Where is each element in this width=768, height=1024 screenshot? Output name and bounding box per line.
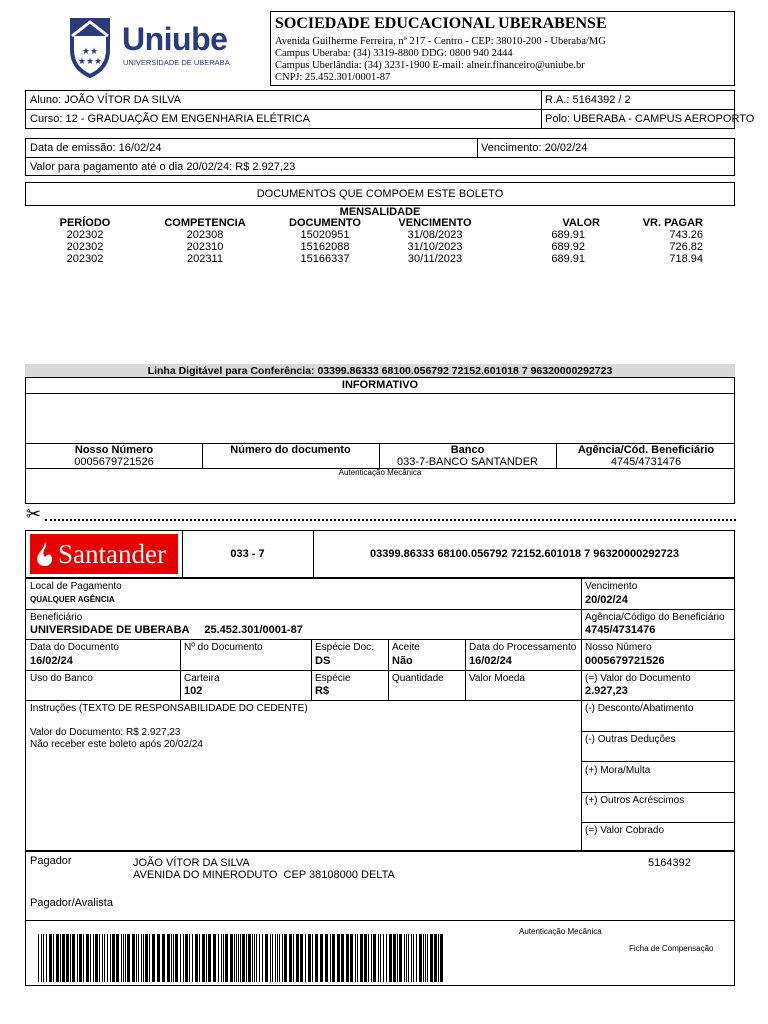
barcode-bar	[305, 934, 306, 982]
barcode-bar	[427, 934, 428, 982]
agencia-codigo-label: Agência/Código do Beneficiário	[585, 612, 725, 623]
cell-competencia: 202310	[186, 241, 224, 253]
valor-moeda-label: Valor Moeda	[469, 673, 525, 684]
barcode-bar	[240, 934, 241, 982]
barcode-bar	[93, 934, 94, 982]
barcode-bar	[406, 934, 407, 982]
svg-text:★★: ★★	[81, 47, 99, 57]
scissors-icon: ✂	[26, 504, 42, 525]
barcode-bar	[208, 934, 211, 982]
barcode-bar	[99, 934, 100, 982]
carteira-label: Carteira	[184, 673, 220, 684]
barcode-bar	[371, 934, 372, 982]
nosso-numero-value: 0005679721526	[74, 456, 154, 468]
barcode-bar	[246, 934, 247, 982]
barcode-bar	[127, 934, 130, 982]
barcode-bar	[213, 934, 216, 982]
barcode-bar	[171, 934, 172, 982]
barcode-bar	[83, 934, 84, 982]
shield-icon	[68, 16, 112, 78]
barcode-bar	[411, 934, 412, 982]
table-row	[25, 241, 735, 253]
barcode-bar	[236, 934, 237, 982]
barcode-bar	[357, 934, 358, 982]
barcode-bar	[399, 934, 402, 982]
cell-valor: 689.91	[551, 253, 585, 265]
barcode-bar	[332, 934, 335, 982]
org-address: Avenida Guilherme Ferreira, nº 217 - Centro - CEP: 38010-200 - Uberaba/MG	[275, 36, 606, 47]
table-row	[25, 253, 735, 265]
barcode-bar	[143, 934, 144, 982]
pagador-box	[25, 851, 735, 986]
col-header-valor: VALOR	[562, 217, 600, 229]
barcode-bar	[79, 934, 82, 982]
barcode-bar	[195, 934, 198, 982]
barcode-bar	[70, 934, 71, 982]
barcode-bar	[95, 934, 98, 982]
barcode-bar	[230, 934, 233, 982]
barcode-bar	[272, 934, 273, 982]
student-course: Curso: 12 - GRADUAÇÃO EM ENGENHARIA ELÉTRICA	[30, 113, 310, 125]
nosso-numero-slip-value: 0005679721526	[585, 655, 665, 667]
barcode-bar	[275, 934, 276, 982]
barcode-bar	[72, 934, 75, 982]
cell-documento: 15020951	[300, 229, 350, 241]
aceite-value: Não	[392, 655, 413, 667]
student-box	[25, 90, 755, 129]
org-name: SOCIEDADE EDUCACIONAL UBERABENSE	[275, 15, 607, 32]
valor-cobrado-label: (=) Valor Cobrado	[585, 825, 665, 836]
data-processamento-label: Data do Processamento	[469, 642, 577, 653]
slip-linha-digitavel: 03399.86333 68100.056792 72152.601018 7 96320000292723	[370, 548, 679, 560]
barcode-bar	[43, 934, 44, 982]
pagador-name: JOÃO VÍTOR DA SILVA	[133, 857, 250, 869]
barcode-bar	[173, 934, 174, 982]
barcode-bar	[425, 934, 426, 982]
barcode-bar	[282, 934, 283, 982]
informativo-title: INFORMATIVO	[341, 379, 419, 391]
documents-title: DOCUMENTOS QUE COMPOEM ESTE BOLETO	[256, 188, 504, 200]
org-cnpj: CNPJ: 25.452.301/0001-87	[275, 72, 391, 83]
barcode-bar	[123, 934, 124, 982]
vencimento-value: 20/02/24	[585, 594, 628, 606]
beneficiario-value: UNIVERSIDADE DE UBERABA 25.452.301/0001-87	[30, 624, 303, 636]
pagador-address: AVENIDA DO MINERODUTO CEP 38108000 DELTA	[133, 869, 395, 881]
barcode-bar	[320, 934, 323, 982]
santander-logo-text: Santander	[58, 539, 166, 569]
barcode-bar	[56, 934, 59, 982]
documents-title-box	[25, 182, 735, 206]
barcode-bar	[254, 934, 255, 982]
barcode-bar	[157, 934, 160, 982]
barcode-bar	[162, 934, 165, 982]
cell-vr-pagar: 718.94	[669, 253, 703, 265]
barcode-bar	[368, 934, 369, 982]
payment-value: Valor para pagamento até o dia 20/02/24: R$ 2.927,23	[30, 161, 296, 173]
quantidade-label: Quantidade	[392, 673, 444, 684]
barcode-bar	[279, 934, 280, 982]
col-header-vencimento: VENCIMENTO	[398, 217, 472, 229]
carteira-value: 102	[184, 685, 203, 697]
cell-documento: 15166337	[300, 253, 350, 265]
pagador-code: 5164392	[648, 857, 691, 869]
dates-box	[25, 138, 735, 176]
barcode-bar	[77, 934, 78, 982]
slip-header	[25, 530, 735, 578]
barcode-bar	[325, 934, 328, 982]
santander-logo	[30, 534, 178, 574]
barcode-bar	[167, 934, 170, 982]
barcode-bar	[312, 934, 313, 982]
barcode-bar	[116, 934, 119, 982]
cell-vr-pagar: 743.26	[669, 229, 703, 241]
barcode-bar	[293, 934, 294, 982]
barcode-bar	[315, 934, 318, 982]
barcode-bar	[252, 934, 253, 982]
informativo-box	[25, 377, 735, 504]
local-pagamento-value: QUALQUER AGÊNCIA	[30, 595, 115, 604]
avalista-label: Pagador/Avalista	[30, 897, 113, 909]
barcode-bar	[125, 934, 126, 982]
barcode-bar	[185, 934, 188, 982]
cell-valor: 689.91	[551, 229, 585, 241]
barcode-bar	[434, 934, 437, 982]
agencia-value: 4745/4731476	[610, 456, 682, 468]
col-header-competencia: COMPETENCIA	[164, 217, 246, 229]
barcode-bar	[408, 934, 409, 982]
cell-vencimento: 30/11/2023	[407, 253, 463, 265]
barcode-bar	[192, 934, 193, 982]
barcode-bar	[389, 934, 392, 982]
barcode-bar	[175, 934, 178, 982]
barcode-bar	[183, 934, 184, 982]
cell-documento: 15162088	[300, 241, 350, 253]
student-polo: Polo: UBERABA - CAMPUS AEROPORTO	[545, 113, 755, 125]
barcode-bar	[360, 934, 363, 982]
barcode-bar	[397, 934, 398, 982]
barcode-bar	[242, 934, 245, 982]
especie-value: R$	[315, 685, 330, 697]
slip-body	[25, 578, 735, 851]
barcode-bar	[270, 934, 271, 982]
barcode-bar	[136, 934, 137, 982]
barcode-bar	[234, 934, 235, 982]
especie-doc-value: DS	[315, 655, 331, 667]
barcode-bar	[107, 934, 108, 982]
barcode-bar	[138, 934, 139, 982]
barcode-bar	[300, 934, 303, 982]
data-processamento-value: 16/02/24	[469, 655, 512, 667]
barcode-bar	[350, 934, 353, 982]
nosso-numero-label: Nosso Número	[74, 444, 154, 456]
linha-digitavel-bar	[25, 364, 735, 377]
barcode-bar	[60, 934, 61, 982]
barcode-bar	[221, 934, 222, 982]
pagador-label: Pagador	[30, 855, 72, 867]
barcode-bar	[296, 934, 299, 982]
outras-deducoes-label: (-) Outras Deduções	[585, 734, 676, 745]
table-row	[25, 229, 735, 241]
barcode-bar	[104, 934, 105, 982]
barcode	[38, 934, 448, 982]
barcode-bar	[49, 934, 52, 982]
barcode-bar	[189, 934, 190, 982]
barcode-bar	[383, 934, 384, 982]
barcode-bar	[440, 934, 443, 982]
barcode-bar	[86, 934, 89, 982]
documents-table	[25, 217, 735, 269]
barcode-bar	[238, 934, 239, 982]
uniube-logo	[68, 16, 248, 80]
svg-text:★★★: ★★★	[77, 57, 103, 67]
barcode-bar	[386, 934, 387, 982]
barcode-bar	[259, 934, 260, 982]
banco-value: 033-7-BANCO SANTANDER	[397, 456, 538, 468]
barcode-bar	[141, 934, 142, 982]
numero-documento-label: Nº do Documento	[184, 642, 263, 653]
numero-documento-label: Número do documento	[230, 444, 351, 456]
barcode-bar	[416, 934, 417, 982]
barcode-bar	[308, 934, 311, 982]
agencia-codigo-value: 4745/4731476	[585, 624, 656, 636]
barcode-bar	[62, 934, 65, 982]
aceite-label: Aceite	[392, 642, 420, 653]
barcode-bar	[419, 934, 422, 982]
cell-vr-pagar: 726.82	[669, 241, 703, 253]
barcode-bar	[341, 934, 344, 982]
barcode-bar	[110, 934, 111, 982]
student-ra: R.A.: 5164392 / 2	[545, 94, 631, 106]
due-date: Vencimento: 20/02/24	[481, 142, 588, 154]
barcode-bar	[102, 934, 103, 982]
nosso-numero-slip-label: Nosso Número	[585, 642, 652, 653]
valor-documento-label: (=) Valor do Documento	[585, 673, 691, 684]
cell-periodo: 202302	[66, 241, 104, 253]
barcode-bar	[202, 934, 205, 982]
barcode-bar	[180, 934, 181, 982]
student-name: Aluno: JOÃO VÍTOR DA SILVA	[30, 94, 182, 106]
cell-vencimento: 31/08/2023	[407, 229, 463, 241]
data-documento-value: 16/02/24	[30, 655, 73, 667]
slip-autenticacao-label: Autenticação Mecânica	[519, 927, 602, 936]
barcode-bar	[256, 934, 257, 982]
cell-competencia: 202311	[187, 253, 223, 265]
org-campus1: Campus Uberaba: (34) 3319-8800 DDG: 0800 940 2444	[275, 48, 513, 59]
documents-section: MENSALIDADE	[339, 206, 421, 218]
org-campus2: Campus Uberlândia: (34) 3231-1900 E-mail: alneir.financeiro@uniube.br	[275, 60, 585, 71]
barcode-bar	[277, 934, 278, 982]
barcode-bar	[337, 934, 340, 982]
barcode-bar	[38, 934, 39, 982]
barcode-bar	[346, 934, 349, 982]
valor-documento-value: 2.927,23	[585, 685, 628, 697]
cell-valor: 689.92	[551, 241, 585, 253]
uso-banco-label: Uso do Banco	[30, 673, 93, 684]
barcode-bar	[248, 934, 251, 982]
barcode-bar	[262, 934, 263, 982]
instrucoes-line1: Valor do Documento: R$ 2.927,23	[30, 727, 181, 738]
cell-competencia: 202308	[186, 229, 224, 241]
linha-digitavel: Linha Digitável para Conferência: 03399.86333 68100.056792 72152.601018 7 96320000292723	[147, 365, 613, 377]
beneficiario-label: Beneficiário	[30, 612, 83, 623]
org-header-box	[270, 11, 735, 86]
barcode-bar	[289, 934, 292, 982]
bank-code: 033 - 7	[230, 548, 265, 560]
barcode-bar	[206, 934, 207, 982]
barcode-bar	[380, 934, 381, 982]
barcode-bar	[265, 934, 268, 982]
barcode-bar	[223, 934, 224, 982]
barcode-bar	[112, 934, 115, 982]
logo-text: Uniube	[122, 21, 228, 57]
autenticacao-label: Autenticação Mecânica	[338, 468, 422, 477]
barcode-bar	[373, 934, 376, 982]
barcode-bar	[121, 934, 122, 982]
barcode-bar	[218, 934, 219, 982]
flame-icon	[34, 540, 56, 568]
barcode-bar	[41, 934, 42, 982]
col-header-documento: DOCUMENTO	[289, 217, 361, 229]
barcode-bar	[199, 934, 200, 982]
agencia-label: Agência/Cód. Beneficiário	[577, 444, 715, 456]
barcode-bar	[438, 934, 439, 982]
barcode-bar	[364, 934, 367, 982]
vencimento-label: Vencimento	[585, 581, 638, 592]
outros-acrescimos-label: (+) Outros Acréscimos	[585, 795, 685, 806]
barcode-bar	[152, 934, 155, 982]
emission-date: Data de emissão: 16/02/24	[30, 142, 162, 154]
barcode-bar	[90, 934, 91, 982]
desconto-label: (-) Desconto/Abatimento	[585, 703, 694, 714]
cut-line	[45, 519, 736, 521]
barcode-bar	[145, 934, 148, 982]
barcode-bar	[132, 934, 135, 982]
cell-vencimento: 31/10/2023	[407, 241, 463, 253]
barcode-bar	[66, 934, 69, 982]
barcode-bar	[378, 934, 379, 982]
especie-label: Espécie	[315, 673, 351, 684]
mora-multa-label: (+) Mora/Multa	[585, 765, 651, 776]
barcode-bar	[413, 934, 414, 982]
col-header-periodo: PERÍODO	[59, 217, 111, 229]
especie-doc-label: Espécie Doc.	[315, 642, 374, 653]
ficha-compensacao-label: Ficha de Compensação	[629, 944, 714, 953]
barcode-bar	[404, 934, 405, 982]
col-header-vr-pagar: VR. PAGAR	[642, 217, 703, 229]
barcode-bar	[393, 934, 396, 982]
logo-subtext: UNIVERSIDADE DE UBERABA	[123, 58, 230, 67]
data-documento-label: Data do Documento	[30, 642, 119, 653]
barcode-bar	[430, 934, 433, 982]
barcode-bar	[330, 934, 331, 982]
cell-periodo: 202302	[66, 229, 104, 241]
local-pagamento-label: Local de Pagamento	[30, 581, 122, 592]
instrucoes-label: Instruções (TEXTO DE RESPONSABILIDADE DO CEDENTE)	[30, 703, 308, 714]
banco-label: Banco	[450, 444, 485, 456]
barcode-bar	[355, 934, 356, 982]
barcode-bar	[284, 934, 287, 982]
instrucoes-line2: Não receber este boleto após 20/02/24	[30, 739, 203, 750]
cell-periodo: 202302	[66, 253, 104, 265]
barcode-bar	[225, 934, 228, 982]
barcode-bar	[46, 934, 47, 982]
barcode-bar	[53, 934, 54, 982]
barcode-bar	[149, 934, 150, 982]
barcode-bar	[423, 934, 424, 982]
